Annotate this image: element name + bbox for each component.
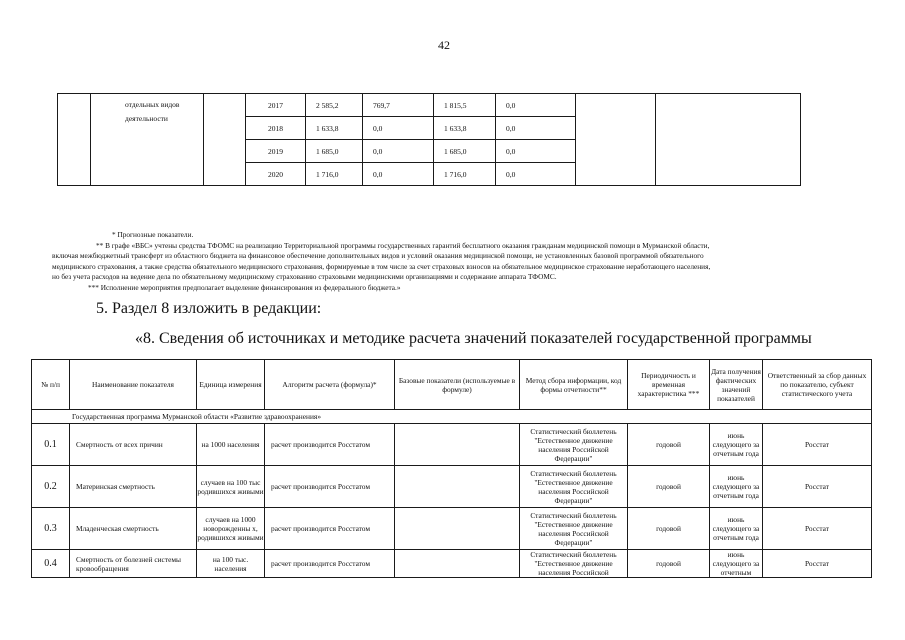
method-cell: Статистический бюллетень "Естественное движение населения Российской Федерации"	[520, 424, 628, 466]
main-title: «8. Сведения об источниках и методике расчета значений показателей государственной программы	[135, 330, 812, 347]
year-cell: 2017	[246, 94, 306, 117]
date-cell: июнь следующего за отчетным года	[710, 466, 763, 508]
responsible-cell: Росстат	[763, 424, 872, 466]
table-row	[32, 466, 872, 508]
financing-continuation-table	[57, 93, 801, 186]
unit-cell: на 1000 населения	[197, 424, 265, 466]
algorithm-cell: расчет производится Росстатом	[265, 508, 395, 550]
indicator-name: Смертность от болезней системы кровообращения	[70, 550, 197, 578]
base-cell	[395, 508, 520, 550]
table-row	[32, 424, 872, 466]
method-cell: Статистический бюллетень "Естественное движение населения Российской Федерации"	[520, 508, 628, 550]
header-cell: Метод сбора информации, код формы отчетности**	[520, 360, 628, 410]
footnote: * Прогнозные показатели.	[112, 230, 194, 239]
value-cell: 1 716,0	[434, 163, 496, 186]
period-cell: годовой	[628, 466, 710, 508]
table-row	[58, 94, 801, 117]
program-row	[32, 410, 872, 424]
header-cell: Ответственный за сбор данных по показателю, субъект статистического учета	[763, 360, 872, 410]
base-cell	[395, 466, 520, 508]
value-cell: 1 716,0	[306, 163, 363, 186]
header-cell: Единица измерения	[197, 360, 265, 410]
row-number: 0.2	[32, 466, 70, 508]
algorithm-cell: расчет производится Росстатом	[265, 550, 395, 578]
date-cell: июнь следующего за отчетным	[710, 550, 763, 578]
indicator-name: Младенческая смертность	[70, 508, 197, 550]
date-cell: июнь следующего за отчетным года	[710, 508, 763, 550]
unit-cell: случаев на 100 тыс родившихся живыми	[197, 466, 265, 508]
footnote: медицинского страхования, а также средства обязательного медицинского страхования, формируемые в том числе за счет страховых взносов на обязательное медицинское страхование неработающего населения,	[52, 261, 711, 271]
year-cell: 2020	[246, 163, 306, 186]
table-cell	[58, 94, 91, 186]
table-row	[32, 508, 872, 550]
date-cell: июнь следующего за отчетным года	[710, 424, 763, 466]
period-cell: годовой	[628, 424, 710, 466]
value-cell: 1 815,5	[434, 94, 496, 117]
header-cell: Наименование показателя	[70, 360, 197, 410]
footnote: *** Исполнение мероприятия предполагает выделение финансирования из федерального бюджета.»	[88, 282, 401, 292]
value-cell: 1 685,0	[306, 140, 363, 163]
base-cell	[395, 424, 520, 466]
value-cell: 0,0	[363, 117, 434, 140]
algorithm-cell: расчет производится Росстатом	[265, 466, 395, 508]
table-cell	[576, 94, 656, 186]
indicator-name: Смертность от всех причин	[70, 424, 197, 466]
footnotes	[52, 230, 857, 294]
value-cell: 1 633,8	[434, 117, 496, 140]
year-cell: 2018	[246, 117, 306, 140]
footnote: но без учета расходов на ведение дела по обязательному медицинскому страхованию страховыми медицинскими организациями и содержание аппарата ТФОМС.	[52, 272, 557, 282]
value-cell: 1 685,0	[434, 140, 496, 163]
table-cell	[204, 94, 246, 186]
section-title: 5. Раздел 8 изложить в редакции:	[96, 300, 322, 317]
header-cell: Алгоритм расчета (формула)*	[265, 360, 395, 410]
header-cell: Базовые показатели (используемые в формуле)	[395, 360, 520, 410]
row-number: 0.4	[32, 550, 70, 578]
responsible-cell: Росстат	[763, 508, 872, 550]
value-cell: 0,0	[363, 163, 434, 186]
value-cell: 0,0	[363, 140, 434, 163]
header-row	[32, 360, 872, 410]
page-number: 42	[438, 38, 450, 52]
base-cell	[395, 550, 520, 578]
value-cell: 2 585,2	[306, 94, 363, 117]
value-cell: 769,7	[363, 94, 434, 117]
period-cell: годовой	[628, 508, 710, 550]
year-cell: 2019	[246, 140, 306, 163]
indicators-table	[31, 359, 872, 578]
header-cell: Периодичность и временная характеристика ***	[628, 360, 710, 410]
value-cell: 0,0	[496, 140, 576, 163]
algorithm-cell: расчет производится Росстатом	[265, 424, 395, 466]
header-cell: Дата получения фактических значений показателей	[710, 360, 763, 410]
method-cell: Статистический бюллетень "Естественное движение населения Российской	[520, 550, 628, 578]
period-cell: годовой	[628, 550, 710, 578]
value-cell: 0,0	[496, 117, 576, 140]
program-title: Государственная программа Мурманской области «Развитие здравоохранения»	[32, 410, 872, 424]
footnote: ** В графе «ВБС» учтены средства ТФОМС на реализацию Территориальной программы государственных гарантий бесплатного оказания гражданам медицинской помощи в Мурманской области,	[96, 240, 710, 250]
table-row	[32, 550, 872, 578]
activity-label: отдельных видов деятельности	[91, 94, 204, 186]
unit-cell: случаев на 1000 новорожденны х, родившихся живыми	[197, 508, 265, 550]
value-cell: 0,0	[496, 163, 576, 186]
header-cell: № п/п	[32, 360, 70, 410]
method-cell: Статистический бюллетень "Естественное движение населения Российской Федерации"	[520, 466, 628, 508]
table-cell	[656, 94, 801, 186]
value-cell: 1 633,8	[306, 117, 363, 140]
responsible-cell: Росстат	[763, 550, 872, 578]
value-cell: 0,0	[496, 94, 576, 117]
indicator-name: Материнская смертность	[70, 466, 197, 508]
unit-cell: на 100 тыс. населения	[197, 550, 265, 578]
footnote: включая межбюджетный трансферт из областного бюджета на финансовое обеспечение дополнительных видов и условий оказания медицинской помощи, не установленных базовой программой обязательного	[52, 251, 704, 261]
responsible-cell: Росстат	[763, 466, 872, 508]
row-number: 0.3	[32, 508, 70, 550]
row-number: 0.1	[32, 424, 70, 466]
